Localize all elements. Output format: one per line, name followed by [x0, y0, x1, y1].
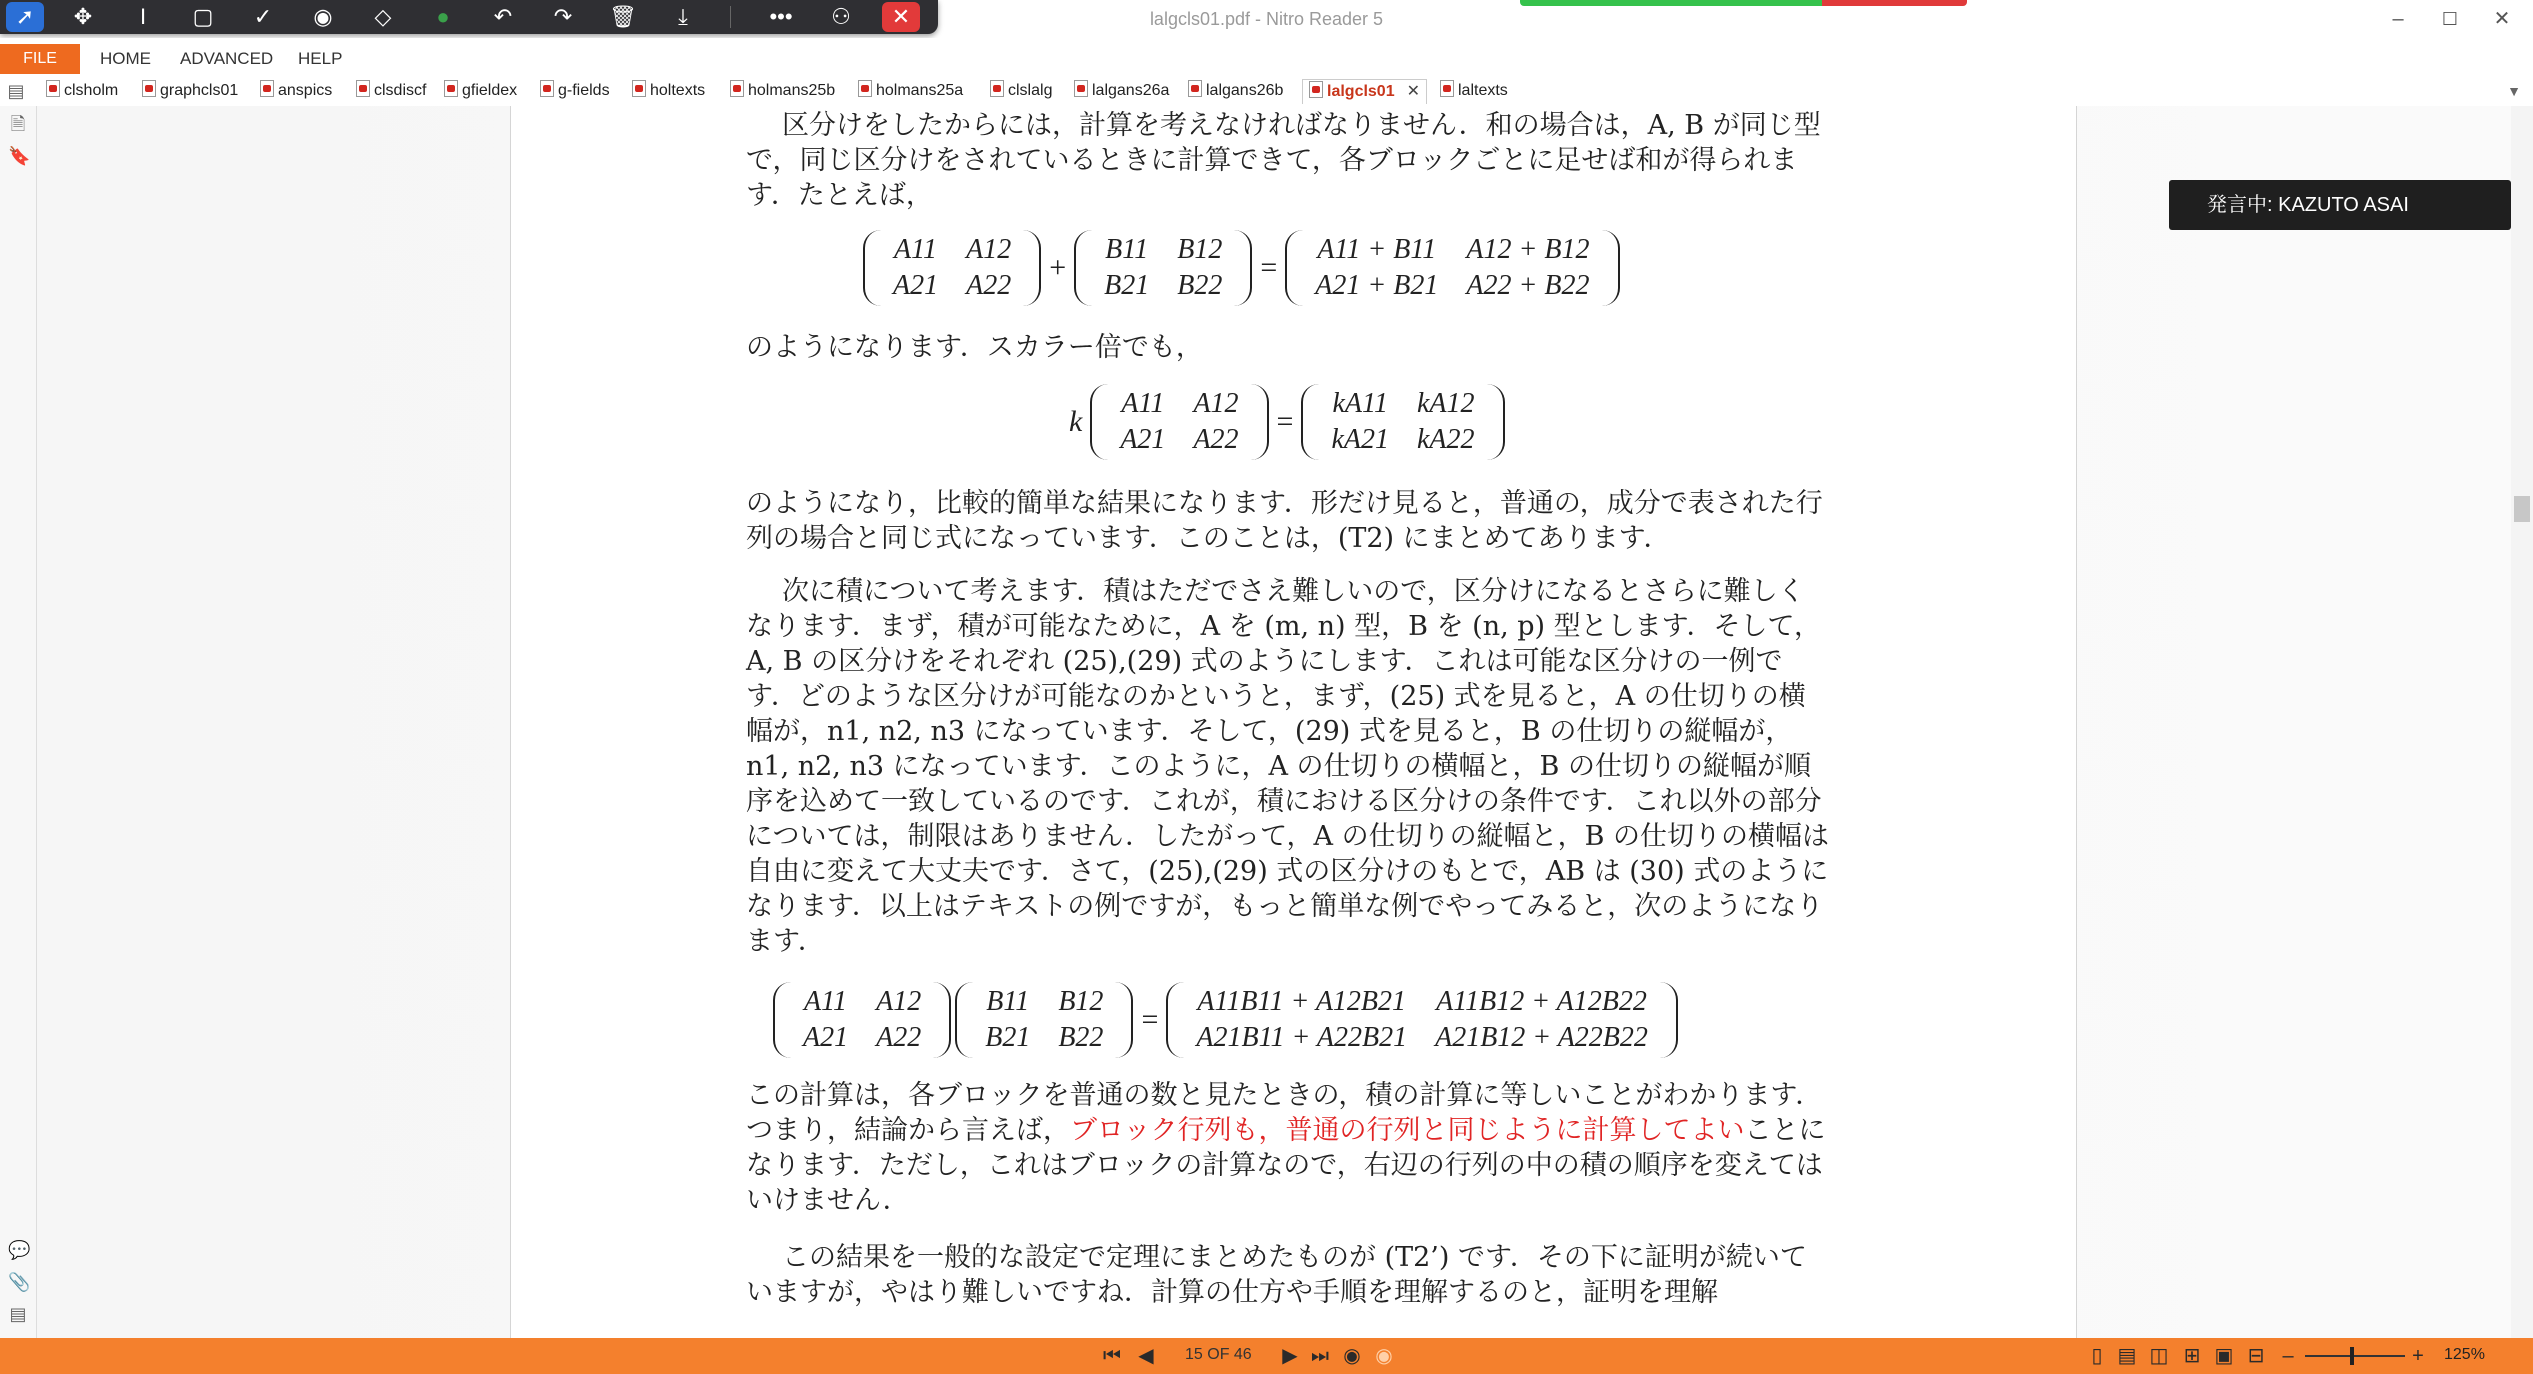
- maximize-button[interactable]: ☐: [2441, 9, 2459, 29]
- pdf-icon: [1309, 81, 1323, 98]
- trash-icon[interactable]: 🗑: [609, 4, 637, 29]
- fit-width-icon[interactable]: ⊟: [2247, 1345, 2265, 1367]
- document-view: [37, 106, 2511, 1338]
- matrix-cell: A12: [966, 234, 1012, 265]
- back-view-icon[interactable]: ◉: [1343, 1345, 1361, 1367]
- text-cursor-icon[interactable]: I: [139, 4, 147, 29]
- matrix-cell: B22: [1058, 1022, 1104, 1053]
- single-page-view-icon[interactable]: ▯: [2091, 1345, 2103, 1367]
- doc-tab-active[interactable]: [1302, 79, 1427, 104]
- equals-sign: =: [1260, 251, 1278, 284]
- output-icon[interactable]: ▤: [9, 1304, 27, 1324]
- doc-tab[interactable]: [46, 79, 118, 103]
- matrix-b: [955, 982, 1133, 1058]
- continuous-view-icon[interactable]: ▤: [2117, 1345, 2137, 1367]
- matrix-cell: A11B12 + A12B22: [1436, 986, 1647, 1017]
- left-sidebar: [0, 106, 37, 1338]
- progress-bar-green: [1520, 0, 1822, 6]
- matrix-cell: kA11: [1332, 388, 1388, 419]
- doc-tab-label: lalgans26a: [1092, 82, 1170, 99]
- close-toolbar-icon[interactable]: ✕: [882, 2, 920, 32]
- pdf-icon: [858, 80, 872, 97]
- doc-tab[interactable]: [858, 79, 963, 103]
- equation-sum: [863, 230, 1620, 306]
- doc-tab-label: laltexts: [1458, 82, 1508, 99]
- pdf-icon: [260, 80, 274, 97]
- close-window-button[interactable]: ✕: [2493, 8, 2511, 30]
- redo-icon[interactable]: ↷: [553, 4, 573, 29]
- speaking-indicator: 発言中: KAZUTO ASAI: [2169, 180, 2511, 230]
- paragraph-5-text: この計算は，各ブロックを普通の数と見たときの，積の計算に等しいことがわかります．つまり，結論から言えば，: [746, 1080, 1823, 1146]
- doc-tab-label: clslalg: [1008, 82, 1053, 99]
- doc-tab[interactable]: [1440, 79, 1508, 103]
- paragraph-5: [746, 1078, 1831, 1218]
- scalar-k: k: [1069, 405, 1083, 438]
- matrix-cell: B22: [1177, 270, 1223, 301]
- doc-tab-label: lalgans26b: [1206, 82, 1284, 99]
- user-settings-icon[interactable]: ⚇: [831, 4, 851, 29]
- matrix-cell: A21: [803, 1022, 849, 1053]
- matrix-a: [863, 230, 1041, 306]
- doc-tab[interactable]: [142, 79, 238, 103]
- doc-tab-label: graphcls01: [160, 82, 239, 99]
- matrix-cell: A11: [1121, 388, 1165, 419]
- ribbon: [0, 38, 2533, 76]
- doc-tab[interactable]: [356, 79, 426, 103]
- matrix-a: [773, 982, 951, 1058]
- pdf-icon: [1188, 80, 1202, 97]
- forward-view-icon[interactable]: ◉: [1375, 1345, 1393, 1367]
- tabs-dropdown-icon[interactable]: ▼: [2507, 83, 2521, 99]
- matrix-cell: A12 + B12: [1466, 234, 1590, 265]
- next-page-icon[interactable]: ▶: [1282, 1345, 1298, 1367]
- matrix-cell: A21: [1120, 424, 1166, 455]
- pointer-icon[interactable]: ➚: [6, 2, 44, 32]
- matrix-cell: A21 + B21: [1315, 270, 1439, 301]
- matrix-sum: [1285, 230, 1619, 306]
- comments-icon[interactable]: 💬: [8, 1240, 31, 1260]
- equation-scalar: [1061, 384, 1505, 460]
- zoom-out-button[interactable]: –: [2282, 1345, 2294, 1367]
- matrix-cell: A21B11 + A22B21: [1196, 1022, 1408, 1053]
- undo-icon[interactable]: ↶: [493, 4, 513, 29]
- file-tab[interactable]: FILE: [0, 44, 80, 74]
- matrix-cell: kA21: [1331, 424, 1389, 455]
- paragraph-6: この結果を一般的な設定で定理にまとめたものが (T2’) です．その下に証明が続いていますが，やはり難しいですね．計算の仕方や手順を理解するのと，証明を理解: [746, 1242, 1807, 1308]
- matrix-cell: A11 + B11: [1317, 234, 1437, 265]
- move-icon[interactable]: ✥: [73, 4, 93, 29]
- color-dot-icon[interactable]: ●: [436, 4, 450, 29]
- matrix-cell: B21: [985, 1022, 1031, 1053]
- zoom-in-button[interactable]: +: [2412, 1345, 2424, 1367]
- matrix-cell: A21: [893, 270, 939, 301]
- pdf-icon: [1074, 80, 1088, 97]
- plus-sign: +: [1049, 251, 1067, 284]
- matrix-cell: B11: [1105, 234, 1149, 265]
- previous-page-icon[interactable]: ◀: [1138, 1345, 1154, 1367]
- matrix-a: [1090, 384, 1268, 460]
- floating-toolbar: [0, 0, 938, 34]
- matrix-cell: A22: [1193, 424, 1239, 455]
- pages-icon[interactable]: 🗎: [10, 114, 26, 134]
- pdf-icon: [632, 80, 646, 97]
- first-page-icon[interactable]: ⏮: [1103, 1345, 1121, 1367]
- close-tab-icon[interactable]: ✕: [1406, 83, 1421, 100]
- zoom-slider[interactable]: [2305, 1355, 2405, 1357]
- progress-bar-red: [1822, 0, 1967, 6]
- matrix-cell: A11: [894, 234, 938, 265]
- zoom-level[interactable]: 125%: [2444, 1346, 2485, 1363]
- highlighted-conclusion: ブロック行列も，普通の行列と同じように計算してよい: [1070, 1115, 1745, 1146]
- matrix-b: [1074, 230, 1252, 306]
- page-indicator[interactable]: 15 OF 46: [1185, 1346, 1252, 1363]
- matrix-cell: B11: [986, 986, 1030, 1017]
- rectangle-icon[interactable]: ▢: [192, 4, 214, 29]
- matrix-cell: A22 + B22: [1466, 270, 1590, 301]
- doc-tab-label: g-fields: [558, 82, 610, 99]
- paragraph-1: 区分けをしたからには，計算を考えなければなりません．和の場合は，A, B が同じ型で，同じ区分けをされているときに計算できて，各ブロックごとに足せば和が得られます．たとえば，: [746, 110, 1821, 211]
- pdf-icon: [46, 80, 60, 97]
- window-title: lalgcls01.pdf - Nitro Reader 5: [1149, 9, 1384, 29]
- matrix-product: [1166, 982, 1678, 1058]
- matrix-cell: kA12: [1417, 388, 1475, 419]
- tab-help[interactable]: HELP: [298, 49, 343, 68]
- download-icon[interactable]: ⤓: [678, 4, 688, 29]
- pdf-icon: [444, 80, 458, 97]
- doc-tab[interactable]: [444, 79, 517, 103]
- matrix-cell: A22: [966, 270, 1012, 301]
- doc-tab[interactable]: [990, 79, 1052, 103]
- checkmark-icon[interactable]: ✓: [253, 4, 273, 29]
- paragraph-4: 次に積について考えます．積はただでさえ難しいので，区分けになるとさらに難しくなります．まず，積が可能なために，A を (m, n) 型，B を (n, p) 型とします．そして，A, B の区分けをそれぞれ (25),(29) 式のようにします．これは可能な区分けの一例です．どのような区分けが可能なのかというと，まず，(25) 式を見ると，A の仕切りの横幅が，n1, n2, n3 になっています．そして，(29) 式を見ると，B の仕切りの縦幅が，n1, n2, n3 になっています．このように，A の仕切りの横幅と，B の仕切りの縦幅が順序を込めて一致しているのです．これが，積における区分けの条件です．これ以外の部分については，制限はありません．したがって，A の仕切りの縦幅と，B の仕切りの横幅は自由に変えて大丈夫です．さて，(25),(29) 式の区分けのもとで，AB は (30) 式のようになります．以上はテキストの例ですが，もっと簡単な例でやってみると，次のようになります．: [746, 576, 1830, 957]
- doc-tab[interactable]: [1074, 79, 1169, 103]
- matrix-cell: A21B12 + A22B22: [1435, 1022, 1648, 1053]
- matrix-cell: A11B11 + A12B21: [1197, 986, 1407, 1017]
- tab-advanced[interactable]: ADVANCED: [180, 49, 274, 68]
- matrix-cell: kA22: [1417, 424, 1475, 455]
- tab-home[interactable]: HOME: [100, 49, 151, 68]
- doc-tab-label: holmans25a: [876, 82, 964, 99]
- pdf-icon: [1440, 80, 1454, 97]
- doc-tab[interactable]: [260, 79, 332, 103]
- doc-tab-label: lalgcls01: [1327, 83, 1395, 100]
- bookmarks-icon[interactable]: 🔖: [8, 146, 31, 166]
- toolbar-divider: [730, 6, 731, 28]
- matrix-cell: A22: [876, 1022, 922, 1053]
- zoom-slider-thumb[interactable]: [2350, 1347, 2354, 1365]
- minimize-button[interactable]: –: [2392, 8, 2404, 30]
- paragraph-5-text: ことになります．ただし，これはブロックの計算なので，右辺の行列の中の積の順序を変えてはいけません．: [746, 1115, 1826, 1216]
- attachments-icon[interactable]: 📎: [8, 1272, 31, 1292]
- more-icon[interactable]: •••: [769, 4, 793, 29]
- matrix-cell: A12: [876, 986, 922, 1017]
- continuous-facing-view-icon[interactable]: ⊞: [2183, 1345, 2201, 1367]
- doc-tab[interactable]: [540, 79, 610, 103]
- doc-tab[interactable]: [1188, 79, 1283, 103]
- matrix-ka: [1301, 384, 1504, 460]
- document-tabs: [0, 76, 2533, 107]
- status-bar: [0, 1338, 2533, 1374]
- doc-tab[interactable]: [632, 79, 705, 103]
- matrix-cell: B21: [1104, 270, 1150, 301]
- equation-product: [773, 982, 1678, 1058]
- eraser-icon[interactable]: ◇: [374, 4, 392, 29]
- doc-tab-label: holtexts: [650, 82, 706, 99]
- doc-tab[interactable]: [730, 79, 835, 103]
- doc-tab-label: anspics: [278, 82, 333, 99]
- paragraph-2: のようになります．スカラー倍でも，: [746, 332, 1203, 363]
- doc-tab-label: gfieldex: [462, 82, 518, 99]
- scrollbar-thumb[interactable]: [2514, 496, 2530, 522]
- last-page-icon[interactable]: ⏭: [1311, 1345, 1329, 1367]
- doc-tab-label: holmans25b: [748, 82, 836, 99]
- document-list-icon[interactable]: ▤: [7, 81, 25, 101]
- matrix-cell: B12: [1058, 986, 1104, 1017]
- pdf-icon: [990, 80, 1004, 97]
- doc-tab-label: clsholm: [64, 82, 119, 99]
- pdf-icon: [540, 80, 554, 97]
- matrix-cell: A11: [804, 986, 848, 1017]
- equals-sign: =: [1141, 1003, 1159, 1036]
- paragraph-3: のようになり，比較的簡単な結果になります．形だけ見ると，普通の，成分で表された行列の場合と同じ式になっています．このことは，(T2) にまとめてあります．: [746, 488, 1823, 554]
- pdf-icon: [142, 80, 156, 97]
- matrix-cell: A12: [1193, 388, 1239, 419]
- equals-sign: =: [1276, 405, 1294, 438]
- doc-tab-label: clsdiscf: [374, 82, 427, 99]
- stamp-icon[interactable]: ◉: [313, 4, 333, 29]
- pdf-page: [510, 106, 2077, 1338]
- fit-page-icon[interactable]: ▣: [2214, 1345, 2234, 1367]
- pdf-icon: [356, 80, 370, 97]
- facing-view-icon[interactable]: ◫: [2149, 1345, 2169, 1367]
- matrix-cell: B12: [1177, 234, 1223, 265]
- pdf-icon: [730, 80, 744, 97]
- vertical-scrollbar[interactable]: [2511, 106, 2533, 1338]
